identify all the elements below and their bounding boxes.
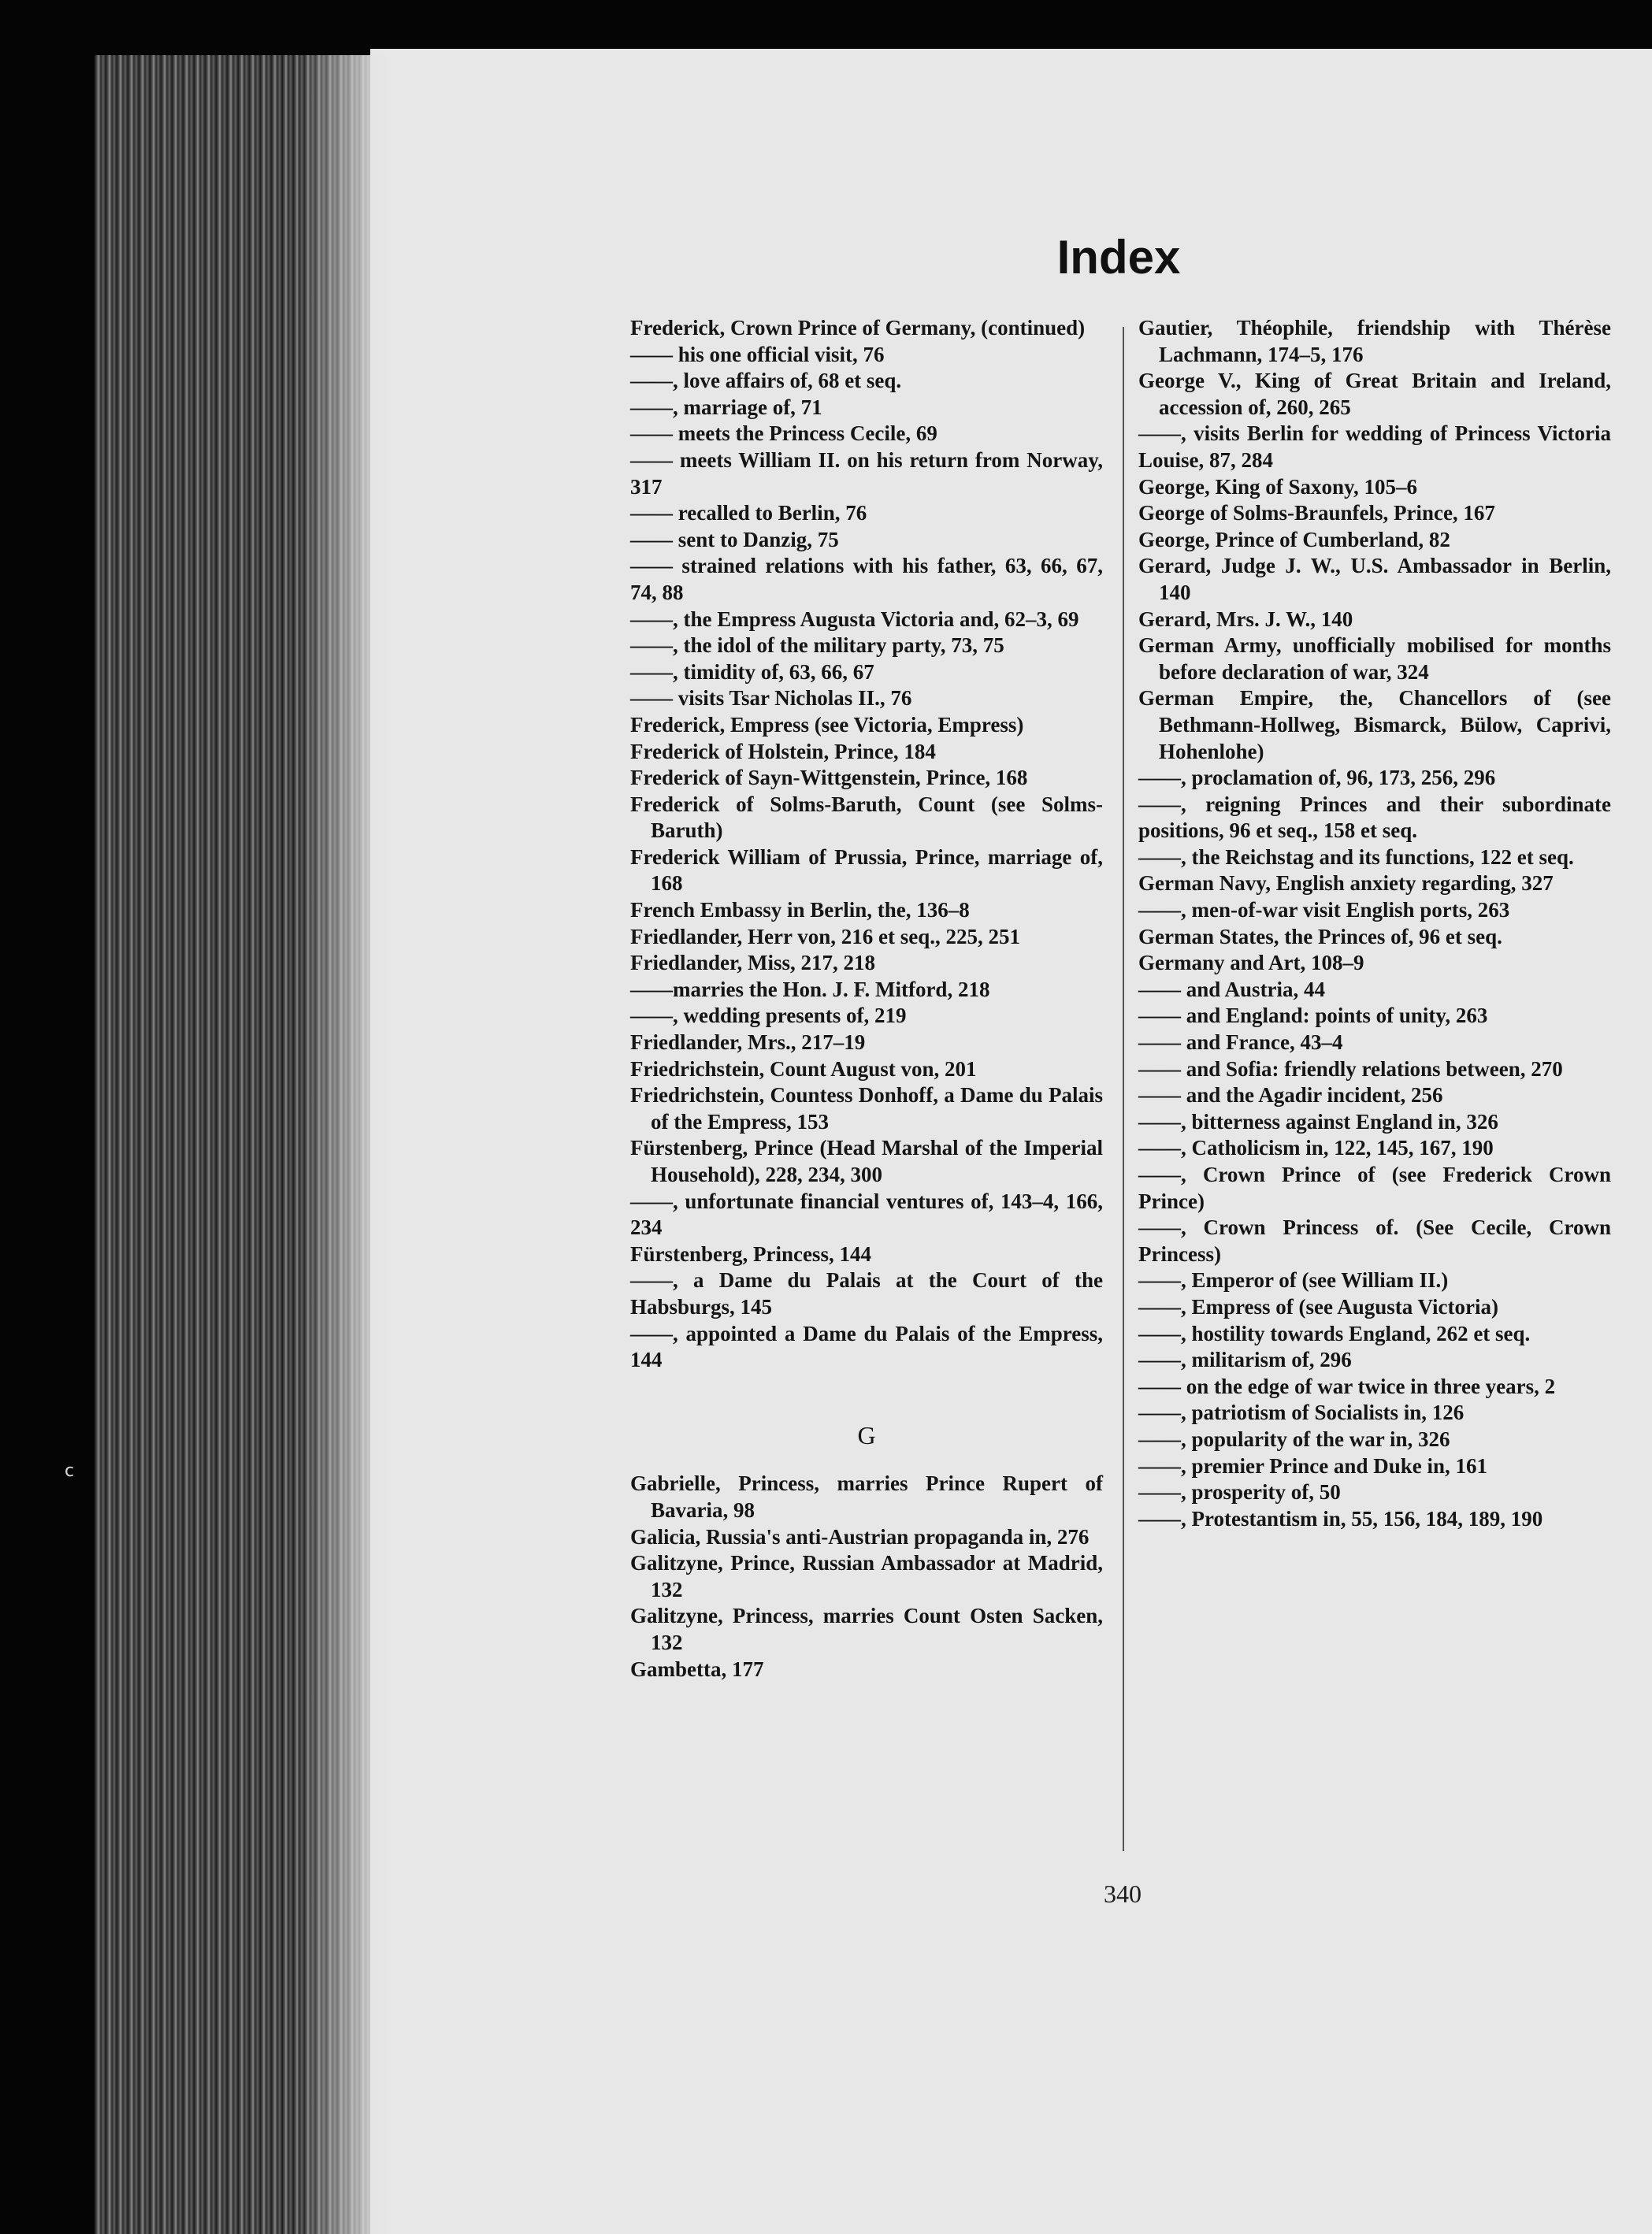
index-entry: —— sent to Danzig, 75 (630, 527, 839, 551)
index-entry: ——, Crown Princess of. (See Cecile, Crown Princess) (1138, 1215, 1611, 1266)
index-entry: Galitzyne, Princess, marries Count Osten Sacken, 132 (630, 1604, 1103, 1654)
index-entry: ——, Crown Prince of (see Frederick Crown Prince) (1138, 1163, 1611, 1213)
gutter-mark: c (65, 1461, 75, 1481)
index-column-right (1138, 315, 1611, 1532)
index-entry: Frederick of Sayn-Wittgenstein, Prince, 168 (630, 766, 1028, 790)
left-g-entries (630, 1471, 1103, 1683)
index-entry: George, Prince of Cumberland, 82 (1138, 527, 1450, 551)
index-entry: George, King of Saxony, 105–6 (1138, 474, 1418, 499)
index-entry: ——marries the Hon. J. F. Mitford, 218 (630, 977, 990, 1001)
index-entry: Fürstenberg, Prince (Head Marshal of the Imperial Household), 228, 234, 300 (630, 1136, 1103, 1186)
index-entry: German Empire, the, Chancellors of (see Bethmann-Hollweg, Bismarck, Bülow, Caprivi, Hohenlohe) (1138, 686, 1611, 763)
index-entry: Friedlander, Mrs., 217–19 (630, 1030, 866, 1055)
page-edge-fade (299, 55, 386, 2234)
index-entry: —— meets William II. on his return from Norway, 317 (630, 447, 1103, 499)
index-entry: —— and Sofia: friendly relations between, 270 (1138, 1056, 1563, 1081)
section-letter-g: G (857, 1420, 876, 1449)
index-entry: Friedrichstein, Count August von, 201 (630, 1056, 977, 1081)
index-entry: German States, the Princes of, 96 et seq. (1138, 924, 1502, 948)
index-entry: ——, reigning Princes and their subordinate positions, 96 et seq., 158 et seq. (1138, 792, 1611, 843)
right-entries (1138, 315, 1611, 1532)
index-entry: German Navy, English anxiety regarding, 327 (1138, 871, 1554, 896)
index-entry: ——, militarism of, 296 (1138, 1348, 1352, 1372)
index-entry: Gambetta, 177 (630, 1657, 764, 1681)
index-entry: Friedlander, Herr von, 216 et seq., 225, 251 (630, 924, 1020, 948)
index-entry: Fürstenberg, Princess, 144 (630, 1241, 871, 1266)
index-entry: ——, appointed a Dame du Palais of the Empress, 144 (630, 1321, 1103, 1372)
index-entry: ——, Protestantism in, 55, 156, 184, 189, 190 (1138, 1506, 1543, 1531)
index-entry: Friedlander, Miss, 217, 218 (630, 951, 876, 975)
index-entry: Frederick, Crown Prince of Germany, (continued) (630, 316, 1086, 340)
column-divider (1123, 327, 1124, 1851)
index-entry: Galitzyne, Prince, Russian Ambassador at Madrid, 132 (630, 1551, 1103, 1601)
index-entry: ——, love affairs of, 68 et seq. (630, 369, 902, 393)
index-entry: Frederick of Holstein, Prince, 184 (630, 739, 936, 763)
index-entry: ——, Emperor of (see William II.) (1138, 1268, 1449, 1293)
index-entry: —— recalled to Berlin, 76 (630, 501, 867, 525)
index-entry: ——, bitterness against England in, 326 (1138, 1109, 1498, 1134)
index-entry: Galicia, Russia's anti-Austrian propaganda in, 276 (630, 1524, 1090, 1549)
index-entry: French Embassy in Berlin, the, 136–8 (630, 898, 970, 922)
index-entry: ——, wedding presents of, 219 (630, 1004, 907, 1028)
index-entry: ——, a Dame du Palais at the Court of the Habsburgs, 145 (630, 1268, 1103, 1319)
index-entry: Gautier, Théophile, friendship with Thérèse Lachmann, 174–5, 176 (1138, 316, 1611, 366)
index-entry: ——, the Reichstag and its functions, 122 et seq. (1138, 844, 1574, 869)
index-entry: ——, premier Prince and Duke in, 161 (1138, 1453, 1487, 1478)
index-entry: Frederick, Empress (see Victoria, Empress) (630, 712, 1024, 737)
index-entry: —— meets the Princess Cecile, 69 (630, 421, 937, 446)
index-column-left (630, 315, 1103, 1683)
index-entry: George of Solms-Braunfels, Prince, 167 (1138, 501, 1495, 525)
index-entry: ——, the idol of the military party, 73, 75 (630, 633, 1004, 658)
index-entry: ——, the Empress Augusta Victoria and, 62–3, 69 (630, 607, 1079, 631)
index-entry: Germany and Art, 108–9 (1138, 951, 1364, 975)
index-entry: Frederick of Solms-Baruth, Count (see Solms-Baruth) (630, 792, 1103, 843)
index-entry: —— his one official visit, 76 (630, 342, 885, 366)
index-entry: —— visits Tsar Nicholas II., 76 (630, 686, 912, 711)
index-entry: ——, unfortunate financial ventures of, 143–4, 166, 234 (630, 1189, 1103, 1240)
index-entry: ——, marriage of, 71 (630, 395, 822, 419)
page-title: Index (1056, 231, 1181, 284)
index-entry: —— and the Agadir incident, 256 (1138, 1083, 1443, 1108)
index-entry: —— and France, 43–4 (1138, 1030, 1343, 1055)
index-entry: Friedrichstein, Countess Donhoff, a Dame du Palais of the Empress, 153 (630, 1083, 1103, 1134)
page-number: 340 (1104, 1880, 1142, 1908)
index-entry: Gabrielle, Princess, marries Prince Rupert of Bavaria, 98 (630, 1471, 1103, 1522)
index-entry: ——, men-of-war visit English ports, 263 (1138, 898, 1510, 922)
index-entry: Frederick William of Prussia, Prince, marriage of, 168 (630, 844, 1103, 896)
index-entry: —— and England: points of unity, 263 (1138, 1004, 1488, 1028)
index-entry: Gerard, Mrs. J. W., 140 (1138, 607, 1353, 631)
index-entry: ——, Catholicism in, 122, 145, 167, 190 (1138, 1136, 1494, 1160)
index-entry: ——, patriotism of Socialists in, 126 (1138, 1401, 1465, 1425)
index-entry: ——, popularity of the war in, 326 (1138, 1427, 1450, 1451)
index-entry: —— strained relations with his father, 63, 66, 67, 74, 88 (630, 554, 1103, 604)
index-entry: ——, timidity of, 63, 66, 67 (630, 659, 874, 684)
index-entry: —— on the edge of war twice in three years, 2 (1138, 1374, 1556, 1398)
index-entry: ——, hostility towards England, 262 et seq. (1138, 1321, 1531, 1345)
index-entry: ——, Empress of (see Augusta Victoria) (1138, 1294, 1498, 1319)
index-entry: —— and Austria, 44 (1138, 977, 1326, 1001)
index-entry: ——, prosperity of, 50 (1138, 1480, 1341, 1505)
index-entry: German Army, unofficially mobilised for months before declaration of war, 324 (1138, 633, 1611, 684)
index-entry: ——, visits Berlin for wedding of Princess Victoria Louise, 87, 284 (1138, 421, 1611, 472)
index-entry: ——, proclamation of, 96, 173, 256, 296 (1138, 766, 1496, 790)
index-entry: George V., King of Great Britain and Ireland, accession of, 260, 265 (1138, 369, 1611, 419)
index-entry: Gerard, Judge J. W., U.S. Ambassador in Berlin, 140 (1138, 554, 1611, 604)
left-entries (630, 315, 1103, 1374)
